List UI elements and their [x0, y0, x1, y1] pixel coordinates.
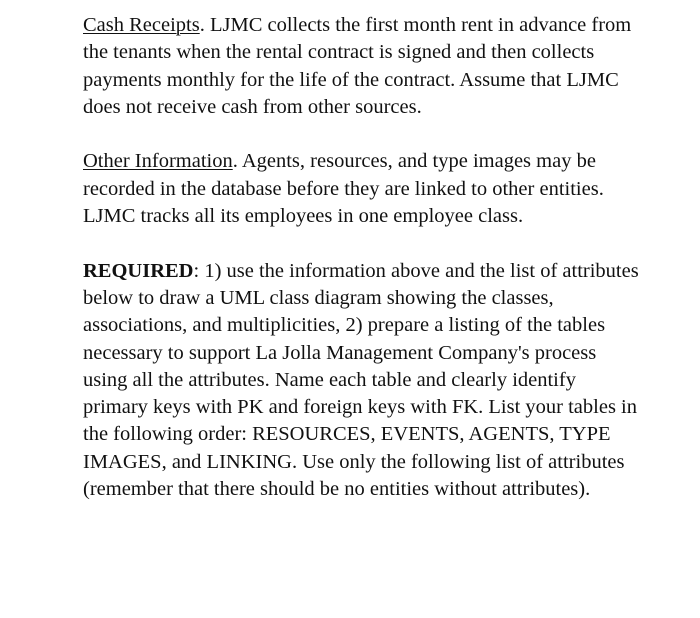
- required-heading-punct: :: [193, 259, 200, 282]
- cash-receipts-heading-punct: .: [199, 14, 205, 36]
- other-information-text: Agents, resources, and type images may be recorded in the database before they are linked to other entities. LJMC tracks all its employees in one employee class.: [83, 150, 604, 228]
- required-heading: REQUIRED: [83, 259, 194, 282]
- cash-receipts-heading: Cash Receipts: [83, 14, 200, 36]
- other-information-heading: Other Information: [83, 150, 233, 173]
- cash-receipts-paragraph: [83, 12, 643, 121]
- document-page: [83, 12, 643, 503]
- cash-receipts-text: LJMC collects the first month rent in advance from the tenants when the rental contract is signed and then collects payments monthly for the life of the contract. Assume that LJMC does not receive cash from other sources.: [83, 14, 632, 118]
- required-text: 1) use the information above and the list of attributes below to draw a UML class diagram showing the classes, associations, and multiplicities, 2) prepare a listing of the tables necessary to support La Jolla Management Company's process using all the attributes. Name each table and clearly identify primary keys with PK and foreign keys with FK. List your tables in the following order: RESOURCES, EVENTS, AGENTS, TYPE IMAGES, and LINKING. Use only the following list of attributes (remember that there should be no entities without attributes).: [83, 259, 639, 501]
- other-information-heading-punct: .: [232, 150, 238, 173]
- required-paragraph: [83, 258, 643, 504]
- other-information-paragraph: [83, 148, 643, 230]
